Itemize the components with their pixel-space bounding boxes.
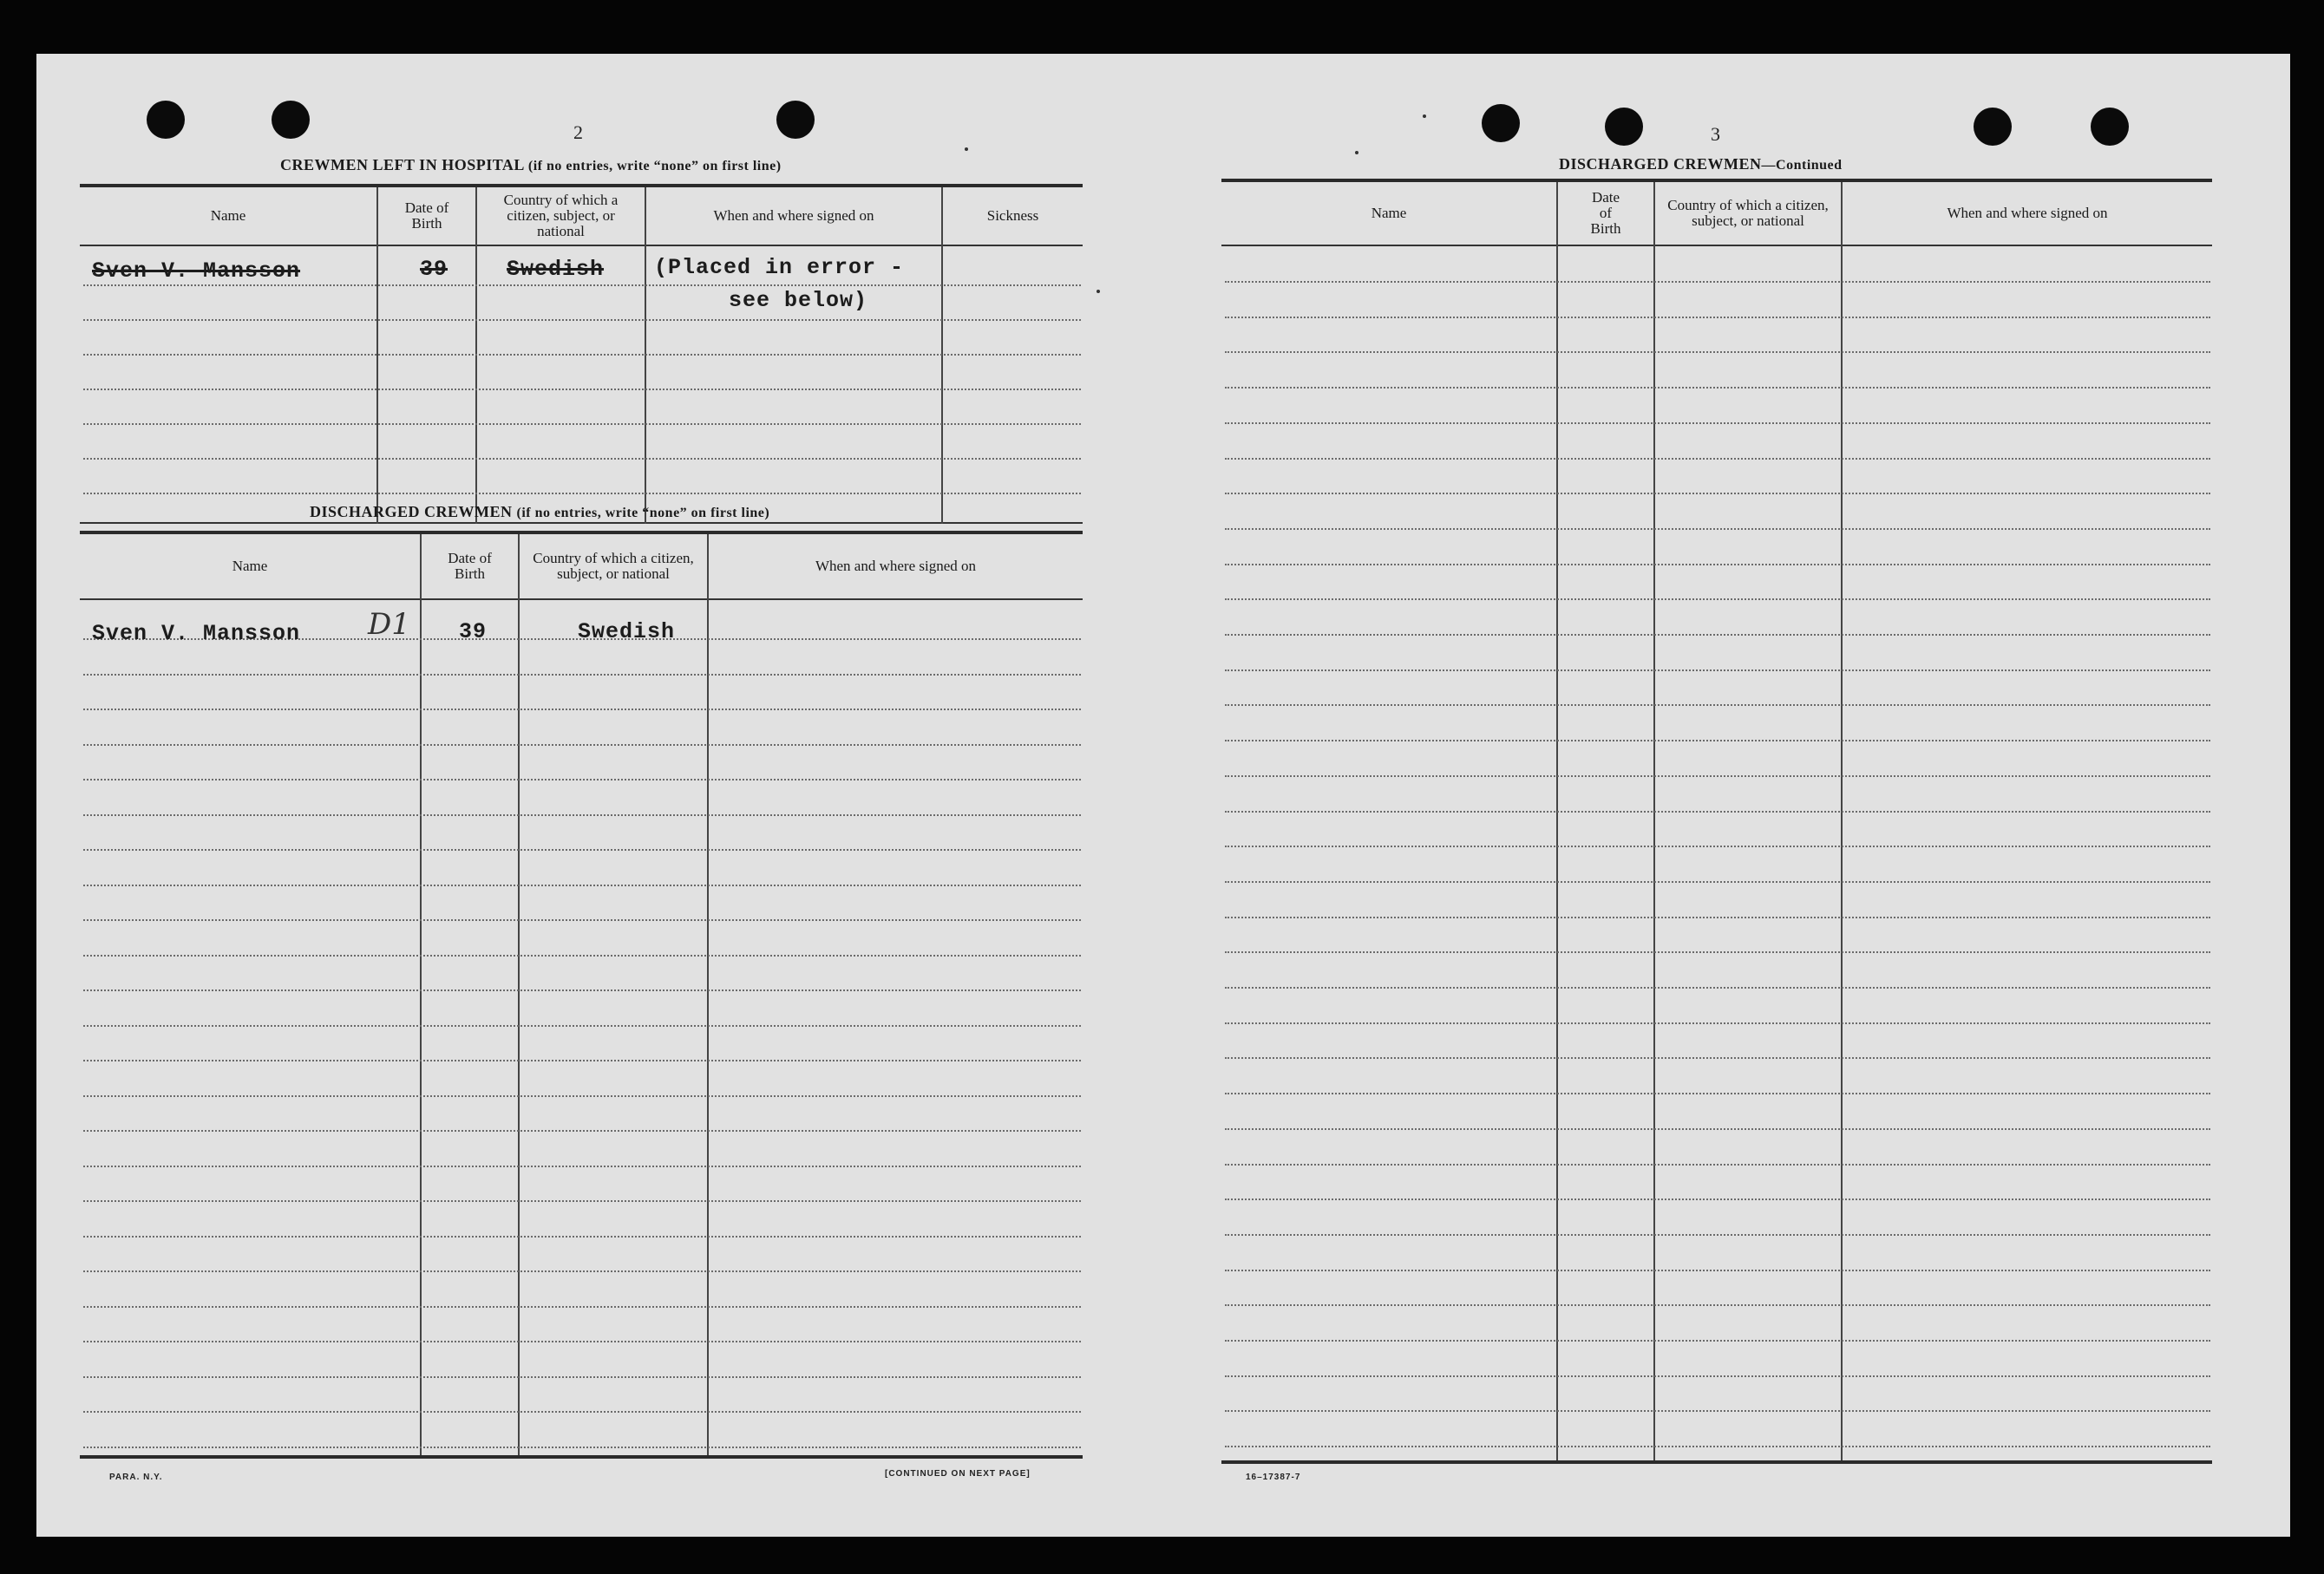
scan-speck — [1423, 114, 1426, 118]
punch-hole — [1482, 104, 1520, 142]
column-header-signed-on: When and where signed on — [815, 558, 977, 574]
punch-hole — [1974, 108, 2012, 146]
form-sheet — [36, 54, 2290, 1537]
column-header-birth: Date of Birth — [404, 199, 449, 232]
ruled-line — [1225, 528, 2210, 530]
hospital-entry-country: Swedish — [507, 257, 605, 282]
ruled-line — [1225, 317, 2210, 318]
ruled-line — [1225, 704, 2210, 706]
table-rule — [80, 522, 1083, 524]
ruled-line — [83, 1376, 1081, 1378]
discharged-entry-name: Sven V. Mansson — [92, 621, 301, 646]
ruled-line — [83, 423, 1081, 425]
continued-title-suffix: —Continued — [1761, 158, 1843, 173]
ruled-line — [83, 354, 1081, 356]
ruled-line — [1225, 1022, 2210, 1024]
ruled-line — [1225, 811, 2210, 813]
footer-continued: [CONTINUED ON NEXT PAGE] — [885, 1469, 1031, 1479]
table-rule — [1221, 245, 2212, 246]
column-header-birth: Date of Birth — [448, 550, 492, 582]
continued-title-text: DISCHARGED CREWMEN — [1559, 155, 1762, 173]
ruled-line — [1225, 1198, 2210, 1200]
punch-hole — [1605, 108, 1643, 146]
ruled-line — [83, 284, 1081, 286]
discharged-entry-birth: 39 — [459, 619, 488, 644]
discharged-entry-country: Swedish — [578, 619, 676, 644]
ruled-line — [83, 1411, 1081, 1413]
hospital-table — [80, 184, 1083, 524]
table-rule — [80, 598, 1083, 600]
ruled-line — [83, 1095, 1081, 1097]
discharged-continued-title — [1559, 155, 1843, 173]
ruled-line — [83, 1060, 1081, 1061]
ruled-line — [83, 1306, 1081, 1308]
ruled-line — [83, 1166, 1081, 1167]
ruled-line — [83, 779, 1081, 780]
hospital-entry-name: Sven V. Mansson — [92, 258, 301, 284]
ruled-line — [83, 814, 1081, 816]
scan-speck — [1355, 151, 1358, 154]
punch-hole — [272, 101, 310, 139]
footer-form-number: 16–17387-7 — [1246, 1473, 1301, 1482]
ruled-line — [83, 989, 1081, 991]
ruled-line — [83, 389, 1081, 390]
table-rule — [1221, 1460, 2212, 1464]
ruled-line — [83, 919, 1081, 921]
ruled-line — [1225, 1375, 2210, 1377]
ruled-line — [1225, 951, 2210, 953]
ruled-line — [83, 1270, 1081, 1272]
ruled-line — [1225, 917, 2210, 918]
table-rule — [80, 1455, 1083, 1459]
ruled-line — [83, 458, 1081, 460]
hospital-title-text: CREWMEN LEFT IN HOSPITAL — [280, 156, 524, 173]
ruled-line — [1225, 1446, 2210, 1447]
scan-speck — [1097, 290, 1100, 293]
column-header-name: Name — [210, 207, 246, 224]
column-header-country: Country of which a citizen, subject, or national — [503, 192, 619, 239]
discharged-title-text: DISCHARGED CREWMEN — [310, 503, 513, 520]
discharged-title-note: (if no entries, write “none” on first line) — [516, 506, 770, 520]
ruled-line — [83, 849, 1081, 851]
ruled-line — [1225, 1128, 2210, 1130]
page-number-left: 2 — [573, 121, 583, 143]
hospital-title-note: (if no entries, write “none” on first line) — [527, 159, 782, 173]
ruled-line — [83, 1025, 1081, 1027]
scan-speck — [965, 147, 968, 151]
ruled-line — [1225, 1410, 2210, 1412]
ruled-line — [83, 955, 1081, 957]
column-header-name: Name — [1371, 205, 1407, 221]
ruled-line — [83, 1447, 1081, 1448]
ruled-line — [1225, 987, 2210, 989]
hospital-entry-signed-on: (Placed in error - — [654, 255, 905, 280]
ruled-line — [83, 1236, 1081, 1238]
column-header-name: Name — [232, 558, 268, 574]
punch-hole — [147, 101, 185, 139]
ruled-line — [1225, 669, 2210, 671]
ruled-line — [83, 709, 1081, 710]
hospital-entry-signed-on-cont: see below) — [729, 288, 868, 313]
table-rule — [80, 245, 1083, 246]
ruled-line — [1225, 1304, 2210, 1306]
page-number-right: 3 — [1711, 123, 1720, 145]
column-header-signed-on: When and where signed on — [713, 207, 874, 224]
ruled-line — [1225, 351, 2210, 353]
column-divider — [518, 534, 520, 1455]
punch-hole — [776, 101, 815, 139]
ruled-line — [1225, 881, 2210, 883]
ruled-line — [1225, 1164, 2210, 1166]
ruled-line — [83, 885, 1081, 886]
ruled-line — [1225, 422, 2210, 424]
ruled-line — [1225, 634, 2210, 636]
ruled-line — [83, 674, 1081, 676]
column-header-birth: Date of Birth — [1590, 189, 1621, 237]
handwritten-annotation: D1 — [368, 607, 410, 642]
ruled-line — [1225, 1234, 2210, 1236]
column-divider — [420, 534, 422, 1455]
ruled-line — [1225, 846, 2210, 847]
ruled-line — [1225, 775, 2210, 777]
ruled-line — [1225, 493, 2210, 494]
hospital-section-title — [280, 156, 782, 174]
ruled-line — [1225, 281, 2210, 283]
column-divider — [707, 534, 709, 1455]
column-header-country: Country of which a citizen, subject, or national — [1667, 197, 1829, 229]
ruled-line — [1225, 598, 2210, 600]
footer-printer: PARA. N.Y. — [109, 1473, 163, 1482]
ruled-line — [83, 744, 1081, 746]
column-header-signed-on: When and where signed on — [1947, 205, 2108, 221]
ruled-line — [83, 1200, 1081, 1202]
column-header-country: Country of which a citizen, subject, or national — [533, 550, 694, 582]
ruled-line — [1225, 1057, 2210, 1059]
ruled-line — [1225, 387, 2210, 389]
ruled-line — [1225, 1093, 2210, 1094]
ruled-line — [1225, 1270, 2210, 1271]
column-header-sickness: Sickness — [986, 207, 1039, 224]
ruled-line — [83, 1130, 1081, 1132]
ruled-line — [83, 319, 1081, 321]
discharged-section-title — [310, 503, 769, 521]
discharged-continued-table — [1221, 179, 2212, 1523]
ruled-line — [1225, 564, 2210, 565]
punch-hole — [2091, 108, 2129, 146]
ruled-line — [83, 493, 1081, 494]
ruled-line — [1225, 1340, 2210, 1342]
ruled-line — [1225, 458, 2210, 460]
ruled-line — [83, 1341, 1081, 1342]
hospital-entry-birth: 39 — [420, 257, 448, 282]
discharged-table — [80, 531, 1083, 1459]
ruled-line — [1225, 740, 2210, 741]
